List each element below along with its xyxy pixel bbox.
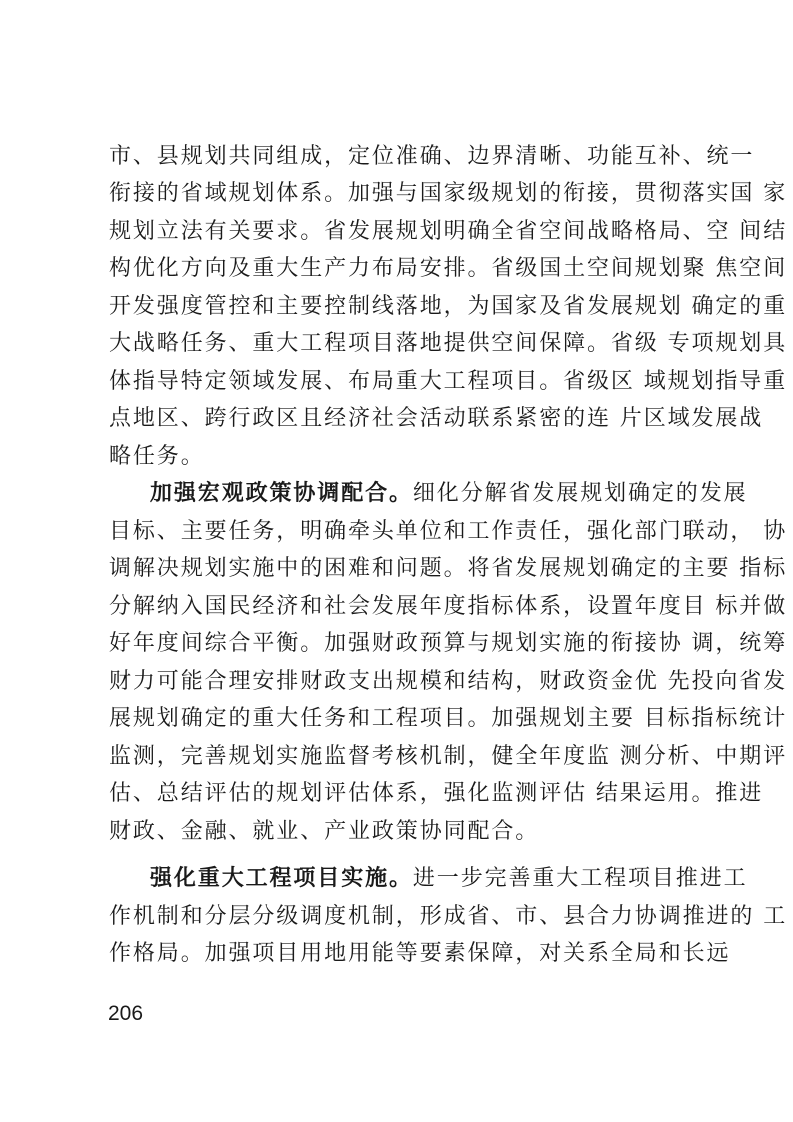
paragraph-text: 细化分解省发展规划确定的发展 — [412, 481, 748, 506]
paragraph-line: 财力可能合理安排财政支出规模和结构，财政资金优 先投向省发 — [109, 669, 788, 694]
paragraph-line: 财政、金融、就业、产业政策协同配合。 — [109, 819, 540, 844]
paragraph-heading: 加强宏观政策协调配合。 — [150, 481, 413, 506]
paragraph-line: 体指导特定领域发展、布局重大工程项目。省级区 域规划指导重 — [109, 369, 788, 394]
paragraph-line: 衔接的省域规划体系。加强与国家级规划的衔接，贯彻落实国 家 — [109, 181, 788, 206]
paragraph-line: 构优化方向及重大生产力布局安排。省级国土空间规划聚 焦空间 — [109, 256, 788, 281]
paragraph-line: 作机制和分层分级调度机制，形成省、市、县合力协调推进的 工 — [109, 904, 788, 929]
paragraph-line: 点地区、跨行政区且经济社会活动联系紧密的连 片区域发展战 — [109, 406, 764, 431]
paragraph-line: 目标、主要任务，明确牵头单位和工作责任，强化部门联动， 协 — [109, 519, 788, 544]
paragraph-line: 作格局。加强项目用地用能等要素保障，对关系全局和长远 — [109, 941, 731, 966]
paragraph-line: 监测，完善规划实施监督考核机制，健全年度监 测分析、中期评 — [109, 744, 788, 769]
paragraph-line: 大战略任务、重大工程项目落地提供空间保障。省级 专项规划具 — [109, 331, 788, 356]
paragraph-line: 规划立法有关要求。省发展规划明确全省空间战略格局、空 间结 — [109, 219, 788, 244]
paragraph-line: 展规划确定的重大任务和工程项目。加强规划主要 目标指标统计 — [109, 706, 788, 731]
paragraph-line: 估、总结评估的规划评估体系，强化监测评估 结果运用。推进 — [109, 781, 764, 806]
paragraph-line: 调解决规划实施中的困难和问题。将省发展规划确定的主要 指标 — [109, 556, 788, 581]
paragraph-line: 略任务。 — [109, 444, 205, 469]
paragraph-heading: 强化重大工程项目实施。 — [150, 866, 413, 891]
paragraph-line: 开发强度管控和主要控制线落地，为国家及省发展规划 确定的重 — [109, 294, 788, 319]
paragraph-first-line — [150, 479, 748, 509]
paragraph-text: 进一步完善重大工程项目推进工 — [412, 866, 748, 891]
paragraph-first-line — [150, 864, 748, 894]
paragraph-line: 分解纳入国民经济和社会发展年度指标体系，设置年度目 标并做 — [109, 594, 788, 619]
paragraph-line: 好年度间综合平衡。加强财政预算与规划实施的衔接协 调，统筹 — [109, 631, 788, 656]
paragraph-line: 市、县规划共同组成，定位准确、边界清晰、功能互补、统一 — [109, 144, 755, 169]
page-number: 206 — [108, 1002, 144, 1025]
